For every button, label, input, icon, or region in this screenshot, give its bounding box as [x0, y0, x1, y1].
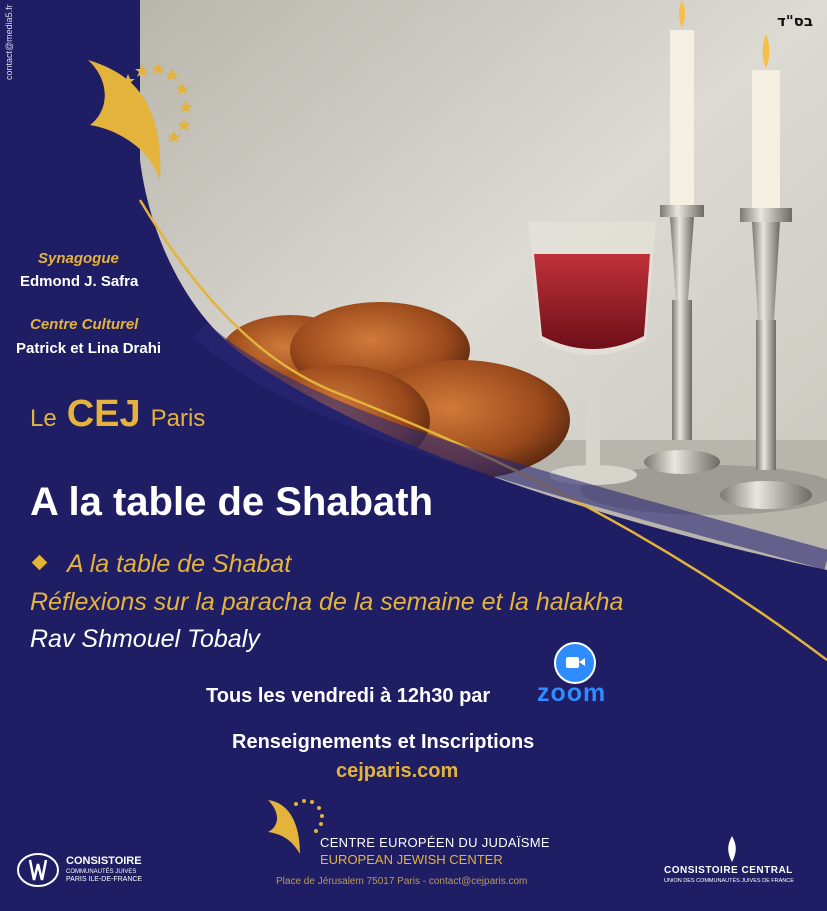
brand-paris: Paris — [150, 405, 206, 432]
menorah-flame-icon — [724, 836, 740, 862]
website-link[interactable]: cejparis.com — [336, 760, 459, 782]
info-label: Renseignements et Inscriptions — [232, 731, 535, 753]
event-subtitle-line — [30, 550, 291, 579]
event-description: Réflexions sur la paracha de la semaine et la halakha — [30, 588, 624, 616]
bsd-header: בס"ד — [777, 12, 813, 30]
synagogue-title: Synagogue — [38, 250, 119, 267]
brand-cej: CEJ — [66, 393, 141, 435]
event-speaker: Rav Shmouel Tobaly — [30, 625, 260, 653]
zoom-camera-icon[interactable] — [554, 642, 596, 684]
cej-name-fr: CENTRE EUROPÉEN DU JUDAÏSME — [320, 835, 550, 850]
brand-le: Le — [30, 405, 57, 432]
synagogue-name: Edmond J. Safra — [20, 273, 139, 290]
consistoire-central-logo: CONSISTOIRE CENTRAL UNION DES COMMUNAUTÉS JUIVES DE FRANCE — [662, 836, 802, 896]
zoom-wordmark[interactable]: zoom — [537, 679, 607, 707]
cej-logo-icon — [266, 796, 326, 868]
consistoire-logo-icon — [16, 848, 60, 888]
event-subtitle: A la table de Shabat — [67, 550, 292, 578]
side-contact-text: contact@media5.fr — [4, 4, 14, 80]
diamond-bullet-icon — [32, 555, 48, 571]
footer-address: Place de Jérusalem 75017 Paris - contact@cejparis.com — [276, 876, 528, 887]
centre-title: Centre Culturel — [30, 316, 139, 333]
event-title: A la table de Shabath — [30, 480, 434, 524]
consistoire-paris-logo: CONSISTOIRE COMMUNAUTÉS JUIVES PARIS ILE-DE-FRANCE — [16, 848, 146, 888]
centre-name: Patrick et Lina Drahi — [16, 340, 162, 357]
cej-brand — [30, 393, 205, 436]
event-schedule: Tous les vendredi à 12h30 par — [206, 685, 491, 707]
cej-name-en: EUROPEAN JEWISH CENTER — [320, 852, 503, 867]
